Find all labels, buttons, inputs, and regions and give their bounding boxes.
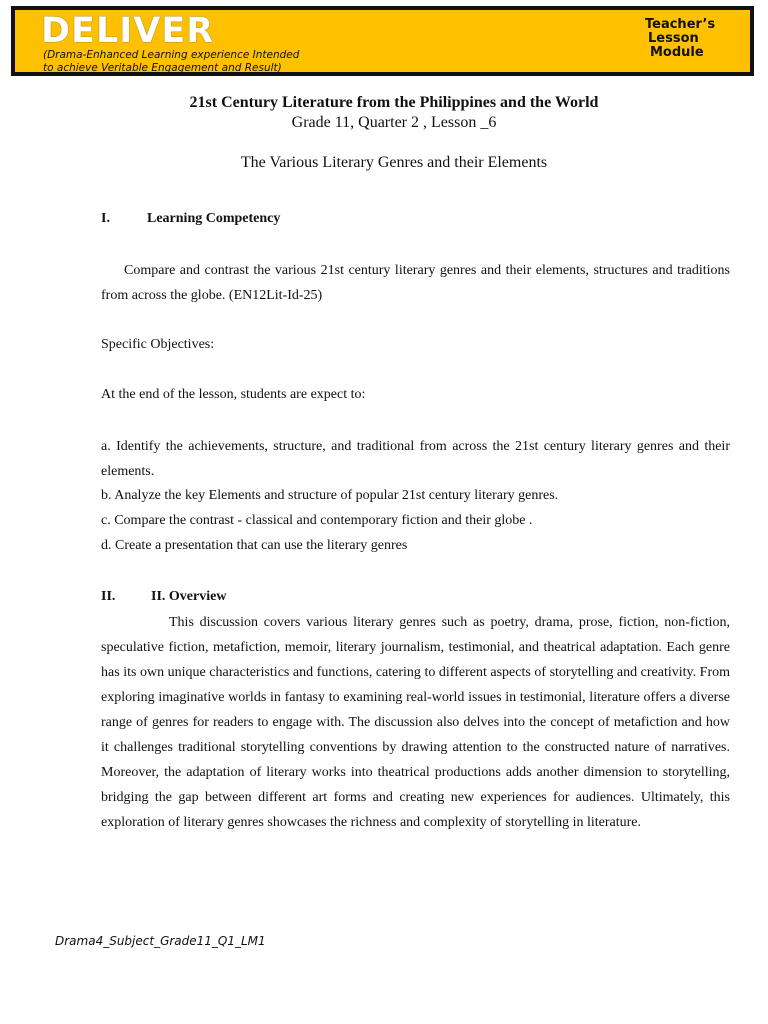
objective-a: a. Identify the achievements, structure, and traditional from across the 21st century literary genres and their elements. <box>101 439 730 479</box>
course-title: 21st Century Literature from the Philippines and the World <box>189 94 599 111</box>
competency-text: Compare and contrast the various 21st century literary genres and their elements, structures and traditions from across the globe. (EN12Lit-Id-25) <box>101 263 730 303</box>
specific-objectives-label: Specific Objectives: <box>101 337 215 352</box>
grade-line: Grade 11, Quarter 2 , Lesson _6 <box>291 114 497 131</box>
banner-label-line-3: Module <box>650 45 704 60</box>
banner-title: DELIVER <box>41 11 215 51</box>
banner-subtitle-line-1: (Drama-Enhanced Learning experience Intended <box>43 49 300 61</box>
banner-subtitle-line-2: to achieve Veritable Engagement and Result) <box>43 62 282 74</box>
banner-subtitle <box>43 49 299 75</box>
section-2-heading <box>101 589 226 605</box>
footer-code: Drama4_Subject_Grade11_Q1_LM1 <box>55 934 266 948</box>
objectives-intro: At the end of the lesson, students are expect to: <box>101 387 366 402</box>
banner-label-line-1: Teacher’s <box>645 17 716 32</box>
section-2-title: II. Overview <box>151 589 227 604</box>
module-banner <box>11 6 754 76</box>
objective-b: b. Analyze the key Elements and structure of popular 21st century literary genres. <box>101 488 559 503</box>
lesson-title: The Various Literary Genres and their Elements <box>240 154 548 171</box>
objective-d: d. Create a presentation that can use the literary genres <box>101 538 408 553</box>
section-1-heading <box>101 211 280 227</box>
banner-module-label <box>631 18 741 60</box>
banner-label-line-2: Lesson <box>648 31 699 46</box>
section-1-number: I. <box>101 211 110 226</box>
section-2-number: II. <box>101 589 116 604</box>
objective-c: c. Compare the contrast - classical and contemporary fiction and their globe . <box>101 513 533 528</box>
overview-text: This discussion covers various literary genres such as poetry, drama, prose, fiction, non-fiction, speculative fiction, metafiction, memoir, literary journalism, testimonial, and theatrical adaptation. Each genre has its own unique characteristics and functions, catering to different aspects of storytelling and creativity. From exploring imaginative worlds in fantasy to examining real-world issues in testimonial, literature offers a diverse range of genres for readers to engage with. The discussion also delves into the concept of metafiction and how it challenges traditional storytelling conventions by drawing attention to the constructed nature of narratives. Moreover, the adaptation of literary works into theatrical productions adds another dimension to storytelling, bridging the gap between different art forms and creating new experiences for audiences. Ultimately, this exploration of literary genres showcases the richness and complexity of storytelling in literature. <box>101 615 730 830</box>
section-1-title: Learning Competency <box>147 211 281 226</box>
